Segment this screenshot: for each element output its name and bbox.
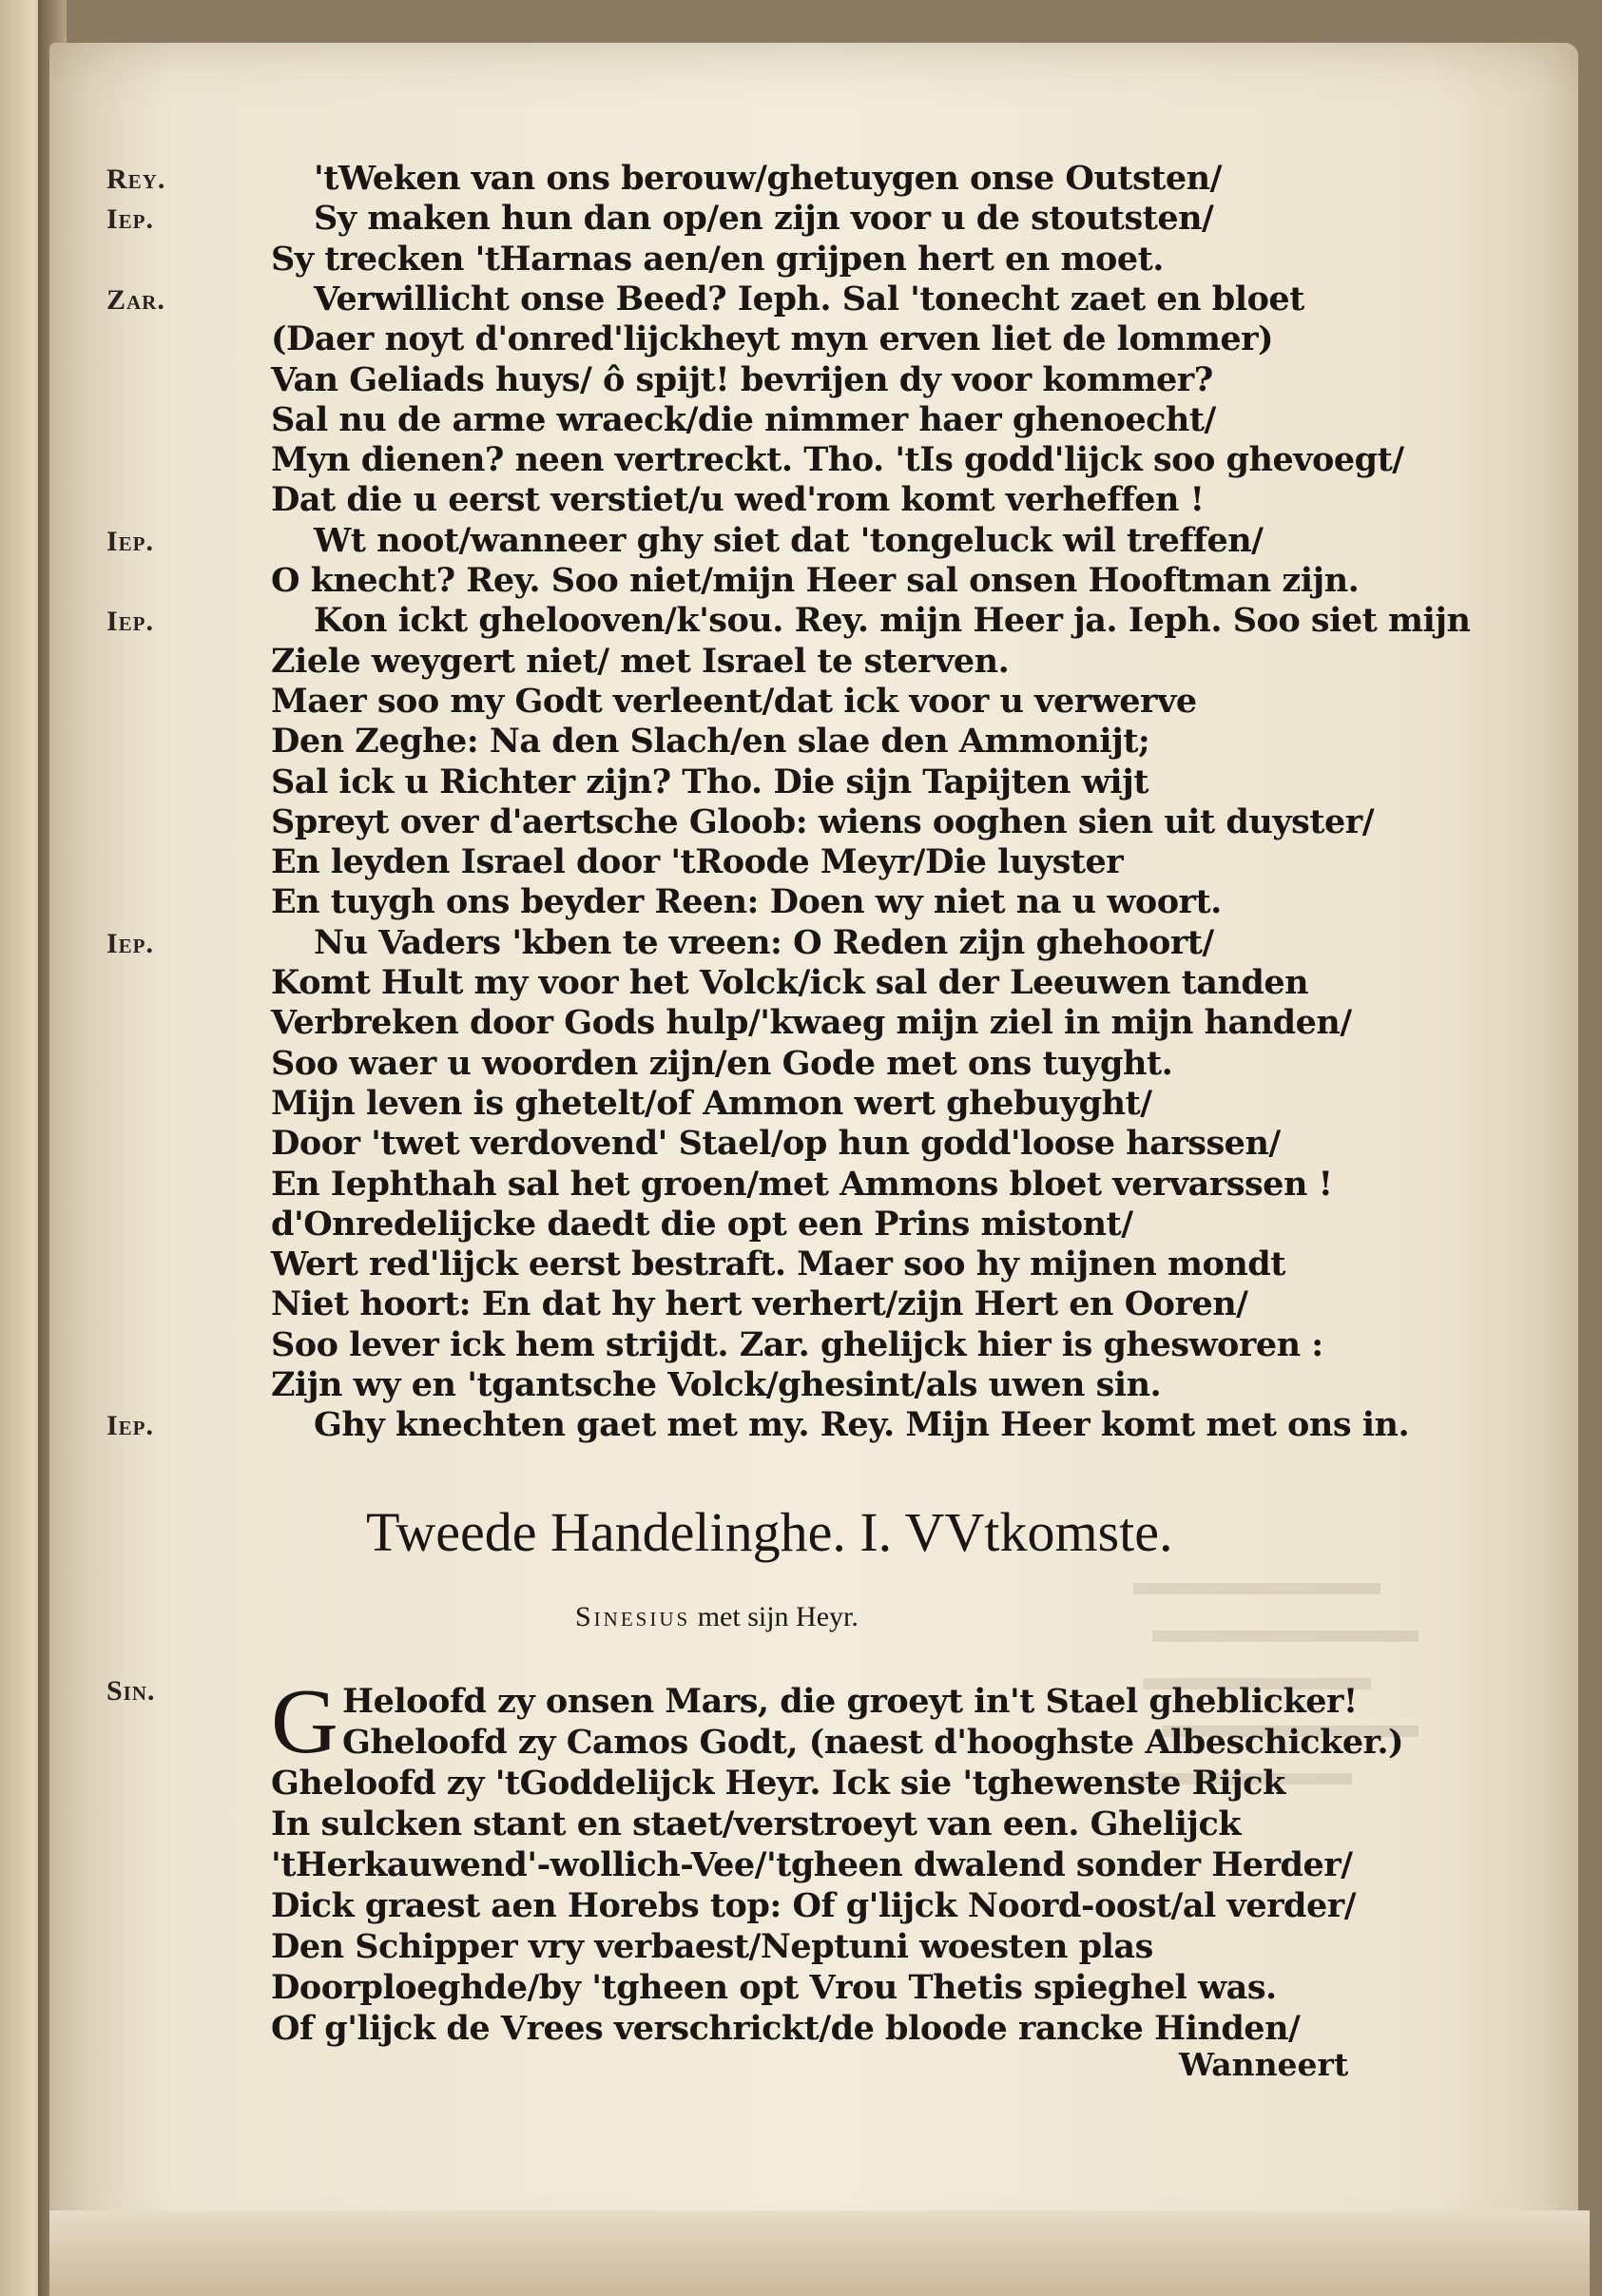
verse-line: 'tHerkauwend'-wollich-Vee/'tgheen dwalend sonder Herder/ [271,1845,1353,1884]
verse-line: Verwillicht onse Beed? Ieph. Sal 'tonecht zaet en bloet [314,279,1304,318]
speaker-label: Iep. [106,525,155,557]
verse-line: Door 'twet verdovend' Stael/op hun godd'loose harssen/ [271,1124,1281,1164]
speaker-label: Iep. [106,927,155,959]
verse-line: (Daer noyt d'onred'lijckheyt myn erven liet de lommer) [271,319,1274,359]
verse-line: Den Zeghe: Na den Slach/en slae den Ammonijt; [271,722,1150,762]
drop-capital: G [271,1670,338,1773]
speaker-label: Iep. [106,203,155,236]
verse-line: O knecht? Rey. Soo niet/mijn Heer sal onsen Hooftman zijn. [271,561,1360,600]
speaker-label: Rey. [106,164,166,195]
speaker-label: Zar. [106,283,165,316]
verse-line: En tuygh ons beyder Reen: Doen wy niet na u woort. [271,882,1222,922]
speaker-label: Iep. [106,1410,155,1442]
verse-line: En Iephthah sal het groen/met Ammons bloet vervarssen ! [271,1164,1333,1204]
verse-line: Gheloofd zy 'tGoddelijck Heyr. Ick sie 'tghewenste Rijck [271,1764,1285,1803]
verse-line: Heloofd zy onsen Mars, die groeyt in't Stael gheblicker! [342,1682,1358,1721]
verse-line: Of g'lijck de Vrees verschrickt/de bloode rancke Hinden/ [271,2009,1301,2048]
catchword: Wanneert [1179,2046,1349,2083]
verse-line: Kon ickt ghelooven/k'sou. Rey. mijn Heer ja. Ieph. Soo siet mijn [314,601,1471,641]
verse-line: Wert red'lijck eerst bestraft. Maer soo hy mijnen mondt [271,1244,1285,1284]
verse-line: Sal nu de arme wraeck/die nimmer haer ghenoecht/ [271,399,1216,439]
scene-cast-line [575,1601,1241,1633]
verse-line: Soo waer u woorden zijn/en Gode met ons tuyght. [271,1043,1173,1083]
verse-line: d'Onredelijcke daedt die opt een Prins mistont/ [271,1204,1133,1244]
verse-line: Spreyt over d'aertsche Gloob: wiens ooghen sien uit duyster/ [271,801,1374,841]
verse-line: Sy maken hun dan op/en zijn voor u de stoutsten/ [314,199,1214,239]
verse-line: Ghy knechten gaet met my. Rey. Mijn Heer komt met ons in. [314,1405,1410,1445]
verse-line: Ziele weygert niet/ met Israel te sterven. [271,641,1010,681]
verse-line: Dick graest aen Horebs top: Of g'lijck Noord-oost/al verder/ [271,1886,1357,1925]
verse-line: Zijn wy en 'tgantsche Volck/ghesint/als uwen sin. [271,1365,1162,1404]
scene-cast-name: Sinesius [575,1601,691,1632]
verse-line: Mijn leven is ghetelt/of Ammon wert ghebuyght/ [271,1083,1152,1123]
verse-line: In sulcken stant en staet/verstroeyt van een. Ghelijck [271,1804,1242,1843]
page-edge-bottom [49,2210,1590,2296]
verse-line: Nu Vaders 'kben te vreen: O Reden zijn ghehoort/ [314,922,1214,962]
verse-line: Myn dienen? neen vertreckt. Tho. 'tIs godd'lijck soo ghevoegt/ [271,440,1404,480]
verse-line: Soo lever ick hem strijdt. Zar. ghelijck hier is ghesworen : [271,1324,1323,1364]
verse-line: Niet hoort: En dat hy hert verhert/zijn Hert en Ooren/ [271,1284,1248,1324]
verse-line: Gheloofd zy Camos Godt, (naest d'hooghste Albeschicker.) [342,1723,1404,1762]
verse-line: Sy trecken 'tHarnas aen/en grijpen hert en moet. [271,239,1164,279]
verse-line: Dat die u eerst verstiet/u wed'rom komt verheffen ! [271,480,1205,520]
act-heading: Tweede Handelinghe. I. VVtkomste. [366,1501,1173,1563]
verse-line: Komt Hult my voor het Volck/ick sal der Leeuwen tanden [271,963,1309,1002]
verse-line: Verbreken door Gods hulp/'kwaeg mijn ziel in mijn handen/ [271,1003,1352,1043]
verse-line: 'tWeken van ons berouw/ghetuygen onse Outsten/ [314,159,1222,198]
speaker-label: Sin. [106,1675,156,1707]
verse-line: Van Geliads huys/ ô spijt! bevrijen dy voor kommer? [271,359,1213,399]
verse-line: Maer soo my Godt verleent/dat ick voor u verwerve [271,681,1197,721]
verse-line: Wt noot/wanneer ghy siet dat 'tongeluck wil treffen/ [314,520,1264,560]
verse-line: En leyden Israel door 'tRoode Meyr/Die luyster [271,842,1124,882]
speaker-label: Iep. [106,606,155,638]
verse-line: Den Schipper vry verbaest/Neptuni woesten plas [271,1927,1153,1966]
verse-line: Doorploeghde/by 'tgheen opt Vrou Thetis spieghel was. [271,1968,1277,2007]
verse-line: Sal ick u Richter zijn? Tho. Die sijn Tapijten wijt [271,762,1148,801]
scene-cast-rest: met sijn Heyr. [697,1601,859,1632]
